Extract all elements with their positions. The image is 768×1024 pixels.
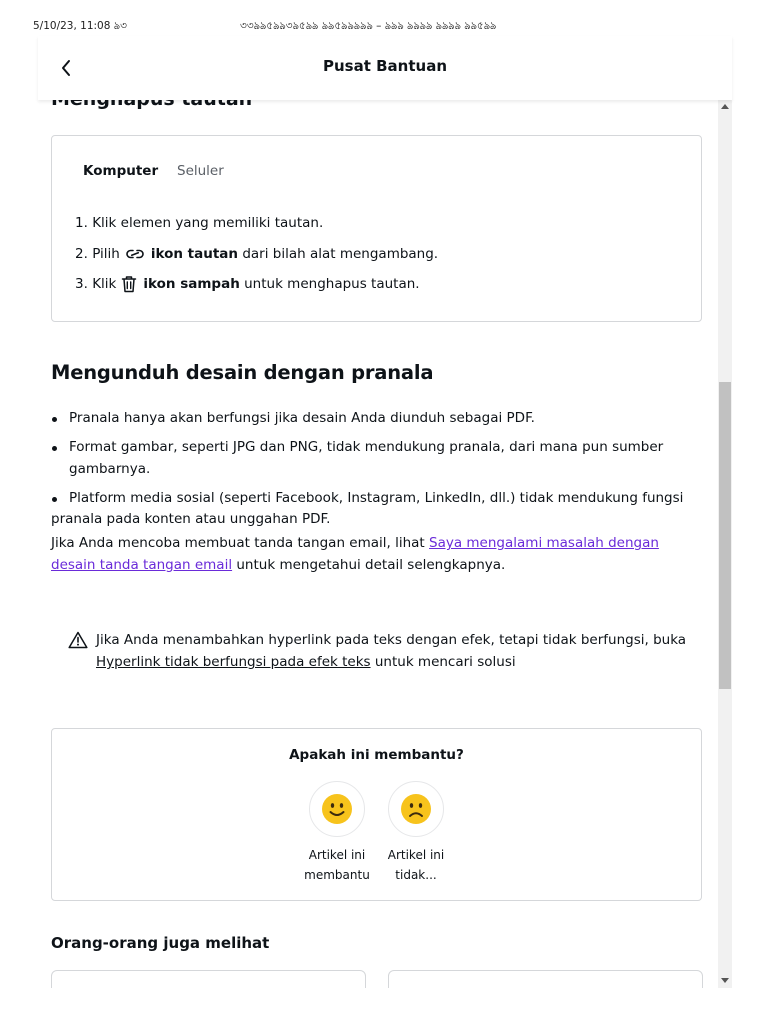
app-title: Pusat Bantuan	[323, 57, 447, 75]
feedback-card	[51, 728, 702, 901]
text-effect-hyperlink[interactable]: Hyperlink tidak berfungsi pada efek teks	[96, 654, 371, 670]
warning-text-pre: Jika Anda menambahkan hyperlink pada teks dengan efek, tetapi tidak berfungsi, buka	[96, 632, 687, 648]
helpful-label	[299, 845, 375, 885]
frown-emoji-icon	[400, 793, 432, 825]
step-text: Klik elemen yang memiliki tautan.	[92, 215, 324, 232]
tab-seluler[interactable]: Seluler	[177, 163, 224, 179]
related-article-card[interactable]	[388, 970, 703, 988]
feedback-title: Apakah ini membantu?	[289, 747, 464, 763]
list-item: Pranala hanya akan berfungsi jika desain Anda diunduh sebagai PDF.	[51, 408, 706, 430]
email-signature-link[interactable]: Saya mengalami masalah dengan desain tanda tangan email	[51, 535, 659, 573]
step-2	[75, 239, 438, 270]
print-date: 5/10/23, 11:08 ঌ৩	[33, 20, 127, 32]
link-icon	[125, 247, 145, 261]
not-helpful-label	[378, 845, 454, 885]
step-bold: ikon sampah	[143, 276, 240, 293]
warning-text	[68, 629, 688, 673]
warning-triangle-icon	[68, 631, 88, 656]
tab-komputer[interactable]: Komputer	[83, 163, 159, 179]
scroll-thumb[interactable]	[719, 382, 731, 689]
not-helpful-circle	[388, 781, 444, 837]
step-3	[75, 269, 438, 300]
scroll-down-arrow-icon[interactable]	[721, 978, 729, 983]
helpful-label-line2: membantu	[304, 868, 370, 882]
warning-callout	[68, 629, 688, 673]
step-number: 1.	[75, 215, 88, 232]
print-page-title: ৩৩ঌঌ৫ঌঌ৩ঌ৫ঌঌ ঌঌ৫ঌঌঌঌঌ – ঌঌঌ ঌঌঌঌ ঌঌঌঌ ঌঌ৫ঌঌ	[240, 20, 497, 32]
steps-list	[75, 208, 438, 300]
smile-emoji-icon	[321, 793, 353, 825]
section-heading-mengunduh: Mengunduh desain dengan pranala	[51, 361, 434, 384]
step-number: 3.	[75, 276, 88, 293]
paragraph-text: untuk mengetahui detail selengkapnya.	[232, 556, 506, 573]
step-bold: ikon tautan	[150, 245, 239, 262]
related-article-card[interactable]	[51, 970, 366, 988]
helpful-button[interactable]	[299, 781, 375, 885]
list-item: Format gambar, seperti JPG dan PNG, tidak mendukung pranala, dari mana pun sumber gambarnya.	[51, 437, 706, 480]
helpful-label-line1: Artikel ini	[308, 848, 366, 862]
step-text: Klik	[92, 276, 117, 293]
paragraph-text: Jika Anda mencoba membuat tanda tangan email, lihat	[51, 535, 430, 551]
step-1	[75, 208, 438, 239]
scroll-up-arrow-icon[interactable]	[721, 104, 729, 109]
instructions-card	[51, 135, 702, 322]
warning-text-post: untuk mencari solusi	[370, 654, 516, 670]
step-text: Pilih	[92, 245, 120, 262]
trash-icon	[121, 275, 137, 293]
step-text: untuk menghapus tautan.	[244, 276, 420, 293]
article-content	[38, 84, 718, 988]
scrollbar[interactable]	[718, 100, 732, 988]
email-signature-paragraph	[51, 533, 706, 576]
step-text: dari bilah alat mengambang.	[242, 245, 439, 262]
not-helpful-label-line1: Artikel ini	[387, 848, 445, 862]
related-heading: Orang-orang juga melihat	[51, 934, 270, 952]
not-helpful-button[interactable]	[378, 781, 454, 885]
list-item: Platform media sosial (seperti Facebook, Instagram, LinkedIn, dll.) tidak mendukung fungsi pranala pada konten atau unggahan PDF.	[51, 488, 706, 531]
app-bar	[38, 36, 732, 100]
not-helpful-label-line2: tidak...	[395, 868, 437, 882]
step-number: 2.	[75, 245, 88, 262]
bullet-list	[51, 408, 706, 538]
helpful-circle	[309, 781, 365, 837]
